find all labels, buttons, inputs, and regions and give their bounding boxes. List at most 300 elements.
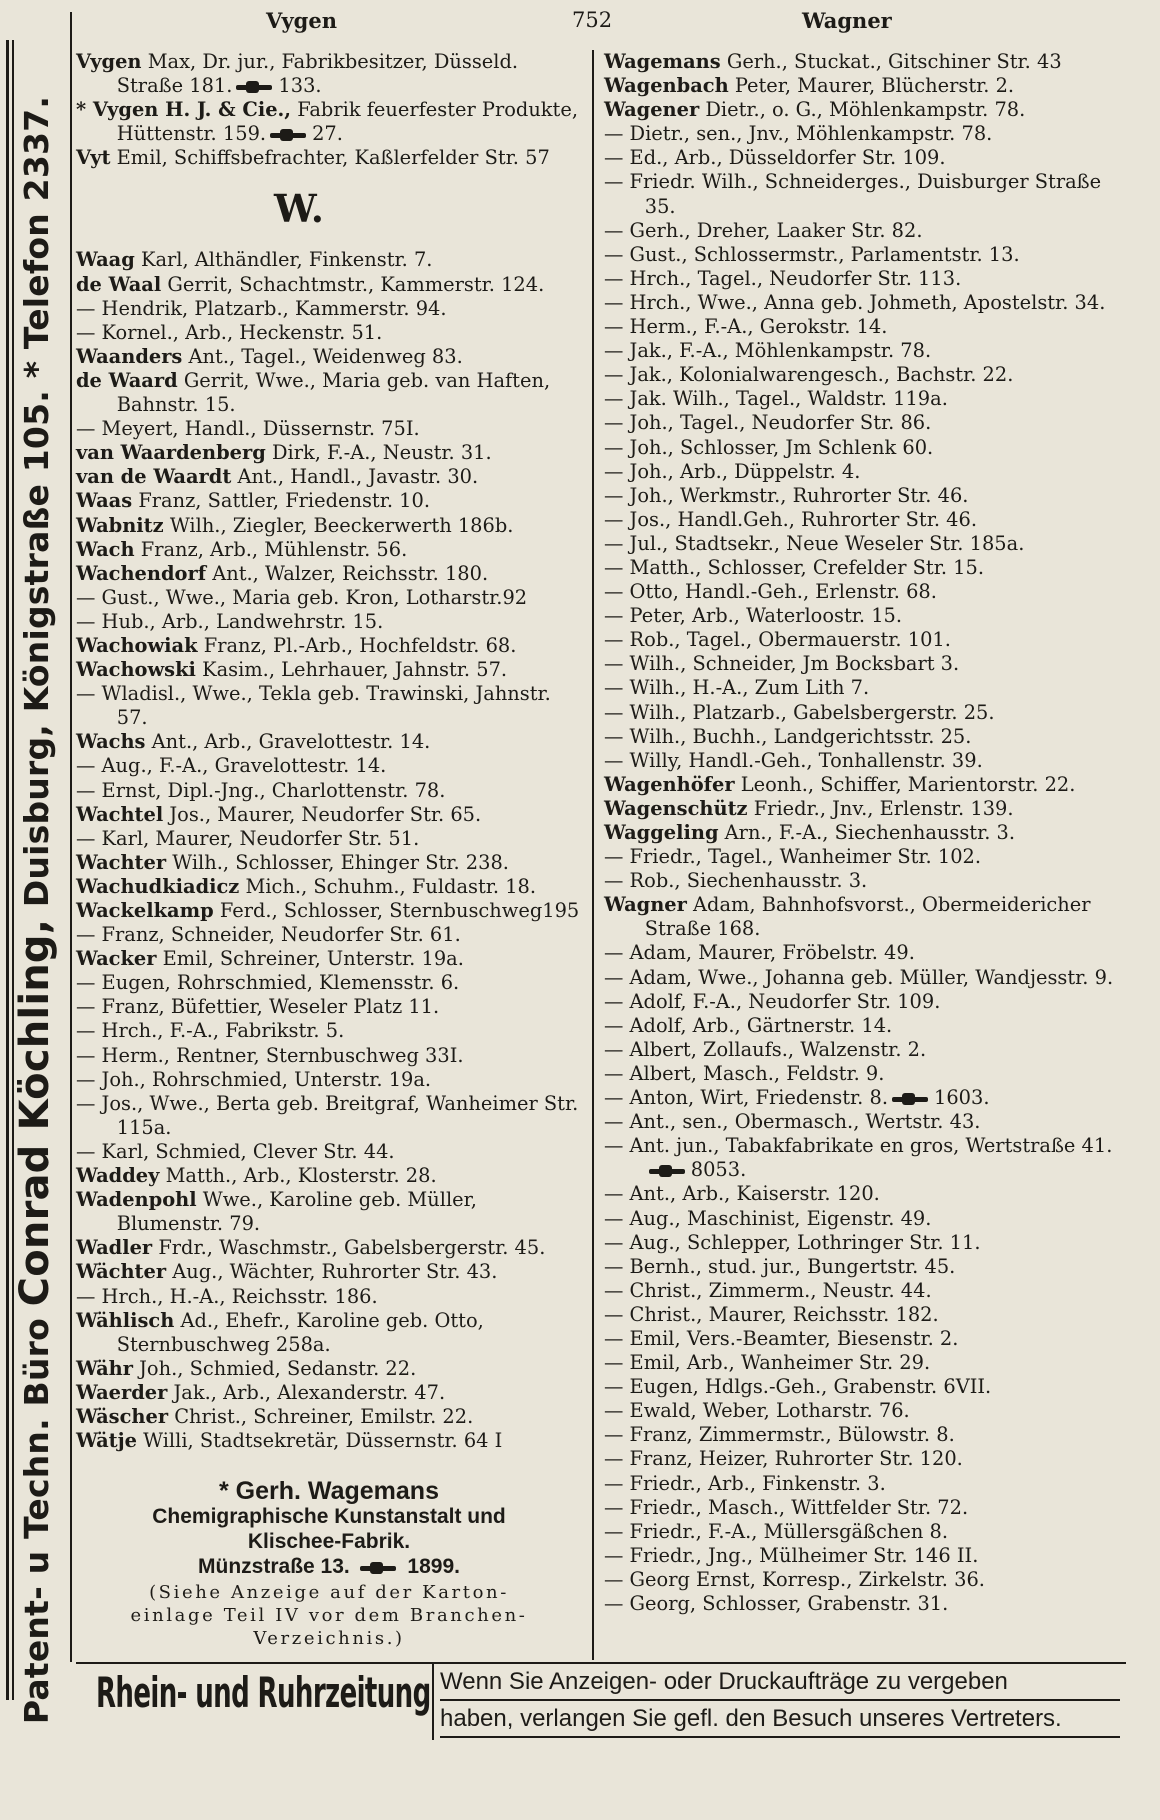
- directory-entry: [604, 1038, 1124, 1062]
- entry-details: — Bernh., stud. jur., Bungertstr. 45.: [604, 1254, 956, 1278]
- directory-entry: [604, 966, 1124, 990]
- entry-details: — Friedr., Jng., Mülheimer Str. 146 II.: [604, 1543, 979, 1567]
- entry-details: — Hrch., Tagel., Neudorfer Str. 113.: [604, 266, 962, 290]
- entry-details: Dirk, F.-A., Neustr. 31.: [271, 441, 492, 465]
- entry-surname: Wachter: [76, 850, 167, 874]
- entry-details: Ant., Walzer, Reichsstr. 180.: [212, 561, 489, 585]
- directory-entry: [604, 1592, 1124, 1616]
- entry-details: Emil, Schreiner, Unterstr. 19a.: [162, 947, 464, 971]
- directory-entry: [76, 1092, 582, 1140]
- directory-entry: [604, 797, 1124, 821]
- directory-entry: [604, 1231, 1124, 1255]
- directory-entry: [76, 923, 582, 947]
- ad-phone: 1899.: [407, 1555, 460, 1579]
- entry-details: — Emil, Arb., Wanheimer Str. 29.: [604, 1351, 931, 1375]
- entry-details: — Karl, Maurer, Neudorfer Str. 51.: [76, 826, 420, 850]
- telephone-icon: [360, 1562, 398, 1574]
- entry-surname: Wagner: [604, 893, 687, 917]
- entry-details: — Albert, Masch., Feldstr. 9.: [604, 1061, 885, 1085]
- directory-entry: [76, 248, 582, 272]
- directory-entry: [76, 321, 582, 345]
- entry-details: Franz, Pl.-Arb., Hochfeldstr. 68.: [203, 633, 517, 657]
- entry-details: — Jos., Wwe., Berta geb. Breitgraf, Wanheimer Str. 115a.: [76, 1091, 579, 1139]
- entry-details: — Jak., F.-A., Möhlenkampstr. 78.: [604, 339, 932, 363]
- directory-entry: [76, 1405, 582, 1429]
- entry-surname: Wätje: [76, 1429, 137, 1453]
- entry-details: — Christ., Maurer, Reichsstr. 182.: [604, 1302, 939, 1326]
- entry-surname: Vygen: [76, 50, 142, 73]
- directory-entry: [604, 170, 1124, 218]
- entry-details: Gerrit, Schachtmstr., Kammerstr. 124.: [167, 272, 545, 296]
- directory-entry: [604, 1520, 1124, 1544]
- directory-entry: [604, 315, 1124, 339]
- entry-details: Peter, Maurer, Blücherstr. 2.: [734, 74, 1015, 98]
- directory-entry: [604, 460, 1124, 484]
- footer-line1: Wenn Sie Anzeigen- oder Druckaufträge zu vergeben: [440, 1668, 1008, 1695]
- directory-entry: [76, 779, 582, 803]
- directory-entry: [604, 1568, 1124, 1592]
- directory-entry: [76, 947, 582, 971]
- entry-details: — Adolf, F.-A., Neudorfer Str. 109.: [604, 989, 941, 1013]
- entry-details: — Hrch., Wwe., Anna geb. Johmeth, Apostelstr. 34.: [604, 290, 1106, 314]
- directory-entry: [604, 556, 1124, 580]
- header-right-keyword: Wagner: [802, 8, 892, 33]
- directory-entry: [604, 580, 1124, 604]
- entry-details: Joh., Schmied, Sedanstr. 22.: [139, 1356, 417, 1380]
- directory-entry: [76, 146, 582, 170]
- entry-phone: 1603.: [934, 1086, 990, 1110]
- entry-details: — Herm., Rentner, Sternbuschweg 33I.: [76, 1043, 464, 1067]
- entry-details: — Aug., F.-A., Gravelottestr. 14.: [76, 754, 387, 778]
- page-header: [76, 8, 1150, 42]
- entry-details: — Ant., Arb., Kaiserstr. 120.: [604, 1182, 880, 1206]
- right-column: [604, 50, 1124, 1616]
- entry-details: — Rob., Tagel., Obermauerstr. 101.: [604, 628, 951, 652]
- directory-entry: [604, 1351, 1124, 1375]
- entry-details: — Peter, Arb., Waterloostr. 15.: [604, 604, 903, 628]
- entry-surname: Wagener: [604, 98, 700, 122]
- ad-company-name: * Gerh. Wagemans: [219, 1477, 439, 1506]
- entry-surname: de Waard: [76, 368, 178, 392]
- directory-entry: [604, 1062, 1124, 1086]
- entry-details: — Hrch., F.-A., Fabrikstr. 5.: [76, 1019, 345, 1043]
- entry-surname: Wählisch: [76, 1308, 175, 1332]
- ad-line1: Chemigraphische Kunstanstalt und: [152, 1505, 506, 1529]
- entry-phone: 27.: [312, 122, 343, 146]
- ad-note-line1: (Siehe Anzeige auf der Karton-: [149, 1582, 509, 1604]
- directory-entry: [604, 508, 1124, 532]
- entry-details: — Dietr., sen., Jnv., Möhlenkampstr. 78.: [604, 122, 993, 146]
- telephone-icon: [270, 129, 308, 141]
- entry-surname: de Waal: [76, 272, 162, 296]
- directory-entry: [76, 50, 582, 98]
- entry-details: Gerh., Stuckat., Gitschiner Str. 43: [726, 50, 1062, 73]
- entry-details: — Albert, Zollaufs., Walzenstr. 2.: [604, 1037, 927, 1061]
- directory-entry: [604, 50, 1124, 74]
- telephone-icon: [892, 1093, 930, 1105]
- entry-details: Wilh., Ziegler, Beeckerwerth 186b.: [169, 513, 514, 537]
- entry-details: — Franz, Büfettier, Weseler Platz 11.: [76, 995, 440, 1019]
- directory-entry: [604, 98, 1124, 122]
- directory-entry: [604, 219, 1124, 243]
- footer-advert-text: [440, 1664, 1120, 1738]
- entry-details: Ant., Arb., Gravelottestr. 14.: [151, 730, 431, 754]
- entry-details: — Willy, Handl.-Geh., Tonhallenstr. 39.: [604, 748, 983, 772]
- section-letter: W.: [274, 186, 324, 232]
- entry-details: — Christ., Zimmerm., Neustr. 44.: [604, 1278, 932, 1302]
- directory-entry: [76, 1357, 582, 1381]
- entry-details: — Adam, Maurer, Fröbelstr. 49.: [604, 941, 915, 965]
- directory-entry: [76, 1188, 582, 1236]
- directory-entry: [604, 1447, 1124, 1471]
- entry-surname: Waas: [76, 489, 133, 513]
- entry-details: Mich., Schuhm., Fuldastr. 18.: [245, 874, 537, 898]
- directory-entry: [604, 821, 1124, 845]
- entry-details: Kasim., Lehrhauer, Jahnstr. 57.: [202, 658, 508, 682]
- entry-surname: Waag: [76, 248, 135, 272]
- directory-entry: [76, 899, 582, 923]
- entry-details: — Franz, Heizer, Ruhrorter Str. 120.: [604, 1447, 963, 1471]
- entry-surname: Waanders: [76, 344, 183, 368]
- directory-entry: [76, 610, 582, 634]
- entry-surname: Wagenbach: [604, 74, 729, 98]
- entry-details: Aug., Wächter, Ruhrorter Str. 43.: [172, 1260, 498, 1284]
- directory-entry: [604, 701, 1124, 725]
- entry-details: Adam, Bahnhofsvorst., Obermeidericher Straße 168.: [644, 893, 1091, 941]
- entry-details: — Kornel., Arb., Heckenstr. 51.: [76, 320, 383, 344]
- entry-surname: Vyt: [76, 146, 111, 170]
- entry-details: — Jos., Handl.Geh., Ruhrorter Str. 46.: [604, 507, 977, 531]
- telephone-icon: [236, 81, 274, 93]
- sidebar-company-name: Conrad Köchling,: [12, 918, 58, 1307]
- directory-entry: [604, 1255, 1124, 1279]
- entry-details: — Ed., Arb., Düsseldorfer Str. 109.: [604, 146, 946, 170]
- directory-entry: [76, 682, 582, 730]
- entry-surname: * Vygen H. J. & Cie.,: [76, 98, 292, 122]
- entry-details: — Ernst, Dipl.-Jng., Charlottenstr. 78.: [76, 778, 446, 802]
- entry-details: — Adam, Wwe., Johanna geb. Müller, Wandjesstr. 9.: [604, 965, 1114, 989]
- directory-entry: [76, 658, 582, 682]
- entry-details: — Hub., Arb., Landwehrstr. 15.: [76, 609, 384, 633]
- directory-entry: [604, 1182, 1124, 1206]
- directory-entry: [604, 411, 1124, 435]
- directory-entry: [76, 1140, 582, 1164]
- entry-details: — Aug., Schlepper, Lothringer Str. 11.: [604, 1230, 981, 1254]
- directory-entry: [76, 1381, 582, 1405]
- directory-entry: [604, 74, 1124, 98]
- directory-entry: [76, 465, 582, 489]
- telephone-icon: [649, 1165, 687, 1177]
- sidebar-phone: Telefon 2337.: [17, 95, 56, 350]
- entry-details: Jos., Maurer, Neudorfer Str. 65.: [169, 802, 482, 826]
- directory-entry: [76, 514, 582, 538]
- entry-surname: Wachowiak: [76, 633, 198, 657]
- entry-details: Ad., Ehefr., Karoline geb. Otto, Sternbuschweg 258a.: [116, 1308, 484, 1356]
- directory-entry: [76, 1429, 582, 1453]
- directory-entry: [76, 1236, 582, 1260]
- entry-details: — Hrch., H.-A., Reichsstr. 186.: [76, 1284, 378, 1308]
- entry-surname: Wabnitz: [76, 513, 164, 537]
- entry-details: Emil, Schiffsbefrachter, Kaßlerfelder Str. 57: [116, 146, 550, 170]
- entry-details: — Gust., Wwe., Maria geb. Kron, Lotharstr.92: [76, 585, 528, 609]
- directory-entry: [604, 893, 1124, 941]
- entry-details: Willi, Stadtsekretär, Düssernstr. 64 I: [143, 1429, 503, 1453]
- entry-details: — Rob., Siechenhausstr. 3.: [604, 869, 868, 893]
- page-number: 752: [572, 8, 613, 32]
- directory-entry: [604, 941, 1124, 965]
- entry-details: Gerrit, Wwe., Maria geb. van Haften, Bahnstr. 15.: [116, 368, 551, 417]
- directory-entry: [604, 1134, 1124, 1182]
- entry-details: Jak., Arb., Alexanderstr. 47.: [173, 1380, 446, 1404]
- left-margin-rule: [70, 12, 72, 1662]
- footer-divider: [432, 1662, 434, 1740]
- entry-details: — Franz, Schneider, Neudorfer Str. 61.: [76, 923, 461, 947]
- sidebar-separator: *: [17, 360, 56, 379]
- directory-entry: [604, 243, 1124, 267]
- entry-details: — Herm., F.-A., Gerokstr. 14.: [604, 315, 888, 339]
- entry-surname: Währ: [76, 1356, 133, 1380]
- column-divider: [592, 50, 594, 1660]
- entry-details: — Jak., Kolonialwarengesch., Bachstr. 22.: [604, 363, 1014, 387]
- directory-entry: [76, 1285, 582, 1309]
- directory-entry: [604, 1544, 1124, 1568]
- entry-details: Dietr., o. G., Möhlenkampstr. 78.: [705, 98, 1026, 122]
- directory-entry: [604, 532, 1124, 556]
- directory-entry: [76, 441, 582, 465]
- entry-details: — Wladisl., Wwe., Tekla geb. Trawinski, Jahnstr. 57.: [76, 682, 551, 730]
- entry-details: — Joh., Schlosser, Jm Schlenk 60.: [604, 435, 934, 459]
- footer-line2: haben, verlangen Sie gefl. den Besuch unseres Vertreters.: [440, 1699, 1120, 1738]
- entry-details: Fabrik feuerfester Produkte, Hüttenstr. 159.: [116, 98, 578, 146]
- ad-address-line: [76, 1554, 582, 1579]
- entry-surname: Wachowski: [76, 658, 196, 682]
- entry-details: — Ewald, Weber, Lotharstr. 76.: [604, 1399, 910, 1423]
- entry-details: — Jak. Wilh., Tagel., Waldstr. 119a.: [604, 387, 948, 411]
- left-column: [76, 50, 582, 1650]
- entry-details: Frdr., Waschmstr., Gabelsbergerstr. 45.: [158, 1236, 546, 1260]
- entry-details: — Eugen, Rohrschmied, Klemensstr. 6.: [76, 971, 460, 995]
- directory-entry: [76, 995, 582, 1019]
- entry-surname: van de Waardt: [76, 465, 232, 489]
- entry-details: — Joh., Tagel., Neudorfer Str. 86.: [604, 411, 932, 435]
- directory-entry: [76, 851, 582, 875]
- directory-entry: [604, 146, 1124, 170]
- directory-entry: [76, 98, 582, 146]
- entry-details: — Otto, Handl.-Geh., Erlenstr. 68.: [604, 580, 937, 604]
- directory-entry: [76, 1164, 582, 1188]
- entry-details: — Georg, Schlosser, Grabenstr. 31.: [604, 1592, 949, 1615]
- directory-entry: [76, 875, 582, 899]
- directory-entry: [76, 1044, 582, 1068]
- directory-entry: [76, 754, 582, 778]
- entry-details: — Adolf, Arb., Gärtnerstr. 14.: [604, 1013, 893, 1037]
- directory-entry: [604, 122, 1124, 146]
- entry-details: Ant., Tagel., Weidenweg 83.: [188, 344, 463, 368]
- entry-surname: Wachtel: [76, 802, 164, 826]
- directory-entry: [604, 1399, 1124, 1423]
- directory-entry: [76, 634, 582, 658]
- ad-address: Münzstraße 13.: [198, 1555, 350, 1579]
- directory-entry: [76, 1068, 582, 1092]
- entry-details: Wilh., Schlosser, Ehinger Str. 238.: [172, 850, 509, 874]
- entry-details: — Friedr., Tagel., Wanheimer Str. 102.: [604, 845, 982, 869]
- entry-details: Friedr., Jnv., Erlenstr. 139.: [753, 796, 1014, 820]
- entry-details: — Friedr., Masch., Wittfelder Str. 72.: [604, 1495, 969, 1519]
- entry-surname: Wackelkamp: [76, 899, 214, 922]
- directory-entry: [604, 1014, 1124, 1038]
- directory-entry: [604, 869, 1124, 893]
- right-entries: [604, 50, 1124, 1616]
- directory-entry: [604, 387, 1124, 411]
- directory-entry: [604, 1423, 1124, 1447]
- entry-details: — Joh., Arb., Düppelstr. 4.: [604, 459, 861, 483]
- entry-details: — Aug., Maschinist, Eigenstr. 49.: [604, 1206, 932, 1230]
- entry-surname: Wäscher: [76, 1404, 169, 1428]
- entry-details: — Wilh., Schneider, Jm Bocksbart 3.: [604, 652, 960, 676]
- entry-details: — Wilh., Buchh., Landgerichtsstr. 25.: [604, 724, 972, 748]
- directory-entry: [604, 436, 1124, 460]
- directory-entry: [604, 1496, 1124, 1520]
- footer-newspaper-title: Rhein- und Ruhrzeitung: [96, 1668, 431, 1717]
- entry-details: Matth., Arb., Klosterstr. 28.: [165, 1164, 437, 1188]
- ad-note-line3: Verzeichnis.): [253, 1628, 405, 1650]
- entry-surname: Wagenhöfer: [604, 772, 735, 796]
- directory-entry: [604, 1086, 1124, 1110]
- ad-note-line2: einlage Teil IV vor dem Branchen-: [130, 1605, 528, 1627]
- directory-entry: [604, 604, 1124, 628]
- entry-details: — Wilh., Platzarb., Gabelsbergerstr. 25.: [604, 700, 995, 724]
- entry-surname: Wadenpohl: [76, 1188, 197, 1212]
- directory-entry: [604, 845, 1124, 869]
- advertisement-block: [76, 1479, 582, 1579]
- entry-surname: Wach: [76, 537, 135, 561]
- directory-entry: [76, 273, 582, 297]
- entry-phone: 133.: [278, 74, 322, 98]
- directory-entry: [604, 990, 1124, 1014]
- entry-surname: Wächter: [76, 1260, 167, 1284]
- entry-details: — Gust., Schlossermstr., Parlamentstr. 13.: [604, 242, 1020, 266]
- directory-entry: [76, 586, 582, 610]
- entry-details: — Karl, Schmied, Clever Str. 44.: [76, 1139, 395, 1163]
- directory-entry: [76, 1309, 582, 1357]
- directory-entry: [76, 730, 582, 754]
- entry-surname: Wachudkiadicz: [76, 874, 240, 898]
- directory-entry: [76, 538, 582, 562]
- entry-details: Arn., F.-A., Siechenhausstr. 3.: [724, 821, 1016, 844]
- directory-entry: [604, 749, 1124, 773]
- directory-entry: [76, 1260, 582, 1284]
- directory-entry: [604, 1327, 1124, 1351]
- entry-details: — Gerh., Dreher, Laaker Str. 82.: [604, 218, 923, 242]
- entry-details: Franz, Arb., Mühlenstr. 56.: [140, 537, 408, 561]
- entry-details: — Hendrik, Platzarb., Kammerstr. 94.: [76, 296, 447, 320]
- left-top-entries: [76, 50, 582, 170]
- entry-details: — Anton, Wirt, Friedenstr. 8.: [604, 1086, 888, 1110]
- sidebar-advertisement: [0, 0, 70, 1820]
- entry-details: — Matth., Schlosser, Crefelder Str. 15.: [604, 555, 985, 579]
- entry-details: — Friedr., F.-A., Müllersgäßchen 8.: [604, 1519, 948, 1543]
- directory-entry: [604, 339, 1124, 363]
- directory-entry: [604, 1303, 1124, 1327]
- entry-details: Ferd., Schlosser, Sternbuschweg195: [219, 899, 580, 922]
- entry-details: Ant., Handl., Javastr. 30.: [237, 465, 479, 489]
- ad-line2: Klischee-Fabrik.: [247, 1530, 411, 1554]
- entry-surname: Wadler: [76, 1236, 153, 1260]
- sidebar-rule-outer: [6, 40, 9, 1700]
- entry-details: — Eugen, Hdlgs.-Geh., Grabenstr. 6VII.: [604, 1375, 992, 1399]
- directory-entry: [604, 725, 1124, 749]
- entry-surname: Wagenschütz: [604, 796, 748, 820]
- entry-surname: Wachendorf: [76, 561, 207, 585]
- entry-details: — Meyert, Handl., Düssernstr. 75I.: [76, 417, 420, 441]
- entry-details: Karl, Althändler, Finkenstr. 7.: [140, 248, 433, 272]
- entry-surname: Waddey: [76, 1164, 160, 1188]
- directory-entry: [76, 345, 582, 369]
- directory-entry: [76, 803, 582, 827]
- entry-surname: Wachs: [76, 730, 146, 754]
- directory-entry: [76, 489, 582, 513]
- entry-surname: Waerder: [76, 1380, 168, 1404]
- directory-entry: [76, 827, 582, 851]
- directory-entry: [76, 971, 582, 995]
- directory-entry: [604, 484, 1124, 508]
- entry-details: Franz, Sattler, Friedenstr. 10.: [138, 489, 431, 513]
- directory-entry: [604, 363, 1124, 387]
- entry-details: Leonh., Schiffer, Marientorstr. 22.: [740, 772, 1076, 796]
- directory-entry: [604, 291, 1124, 315]
- directory-entry: [604, 1472, 1124, 1496]
- directory-entry: [604, 652, 1124, 676]
- entry-details: — Friedr. Wilh., Schneiderges., Duisburger Straße 35.: [604, 170, 1102, 218]
- directory-entry: [76, 1019, 582, 1043]
- directory-entry: [604, 1375, 1124, 1399]
- directory-entry: [604, 1207, 1124, 1231]
- entry-details: — Ant., sen., Obermasch., Wertstr. 43.: [604, 1110, 981, 1134]
- entry-details: — Franz, Zimmermstr., Bülowstr. 8.: [604, 1423, 955, 1447]
- entry-details: — Wilh., H.-A., Zum Lith 7.: [604, 676, 870, 700]
- entry-phone: 8053.: [690, 1158, 747, 1182]
- entry-surname: van Waardenberg: [76, 441, 266, 465]
- sidebar-address: Duisburg, Königstraße 105.: [17, 390, 56, 908]
- entry-surname: Wacker: [76, 947, 157, 971]
- sidebar-text: [12, 30, 58, 1790]
- entry-details: Christ., Schreiner, Emilstr. 22.: [174, 1404, 474, 1428]
- entry-details: — Georg Ernst, Korresp., Zirkelstr. 36.: [604, 1567, 985, 1591]
- entry-details: — Ant. jun., Tabakfabrikate en gros, Wertstraße 41.: [604, 1134, 1113, 1158]
- entry-details: — Friedr., Arb., Finkenstr. 3.: [604, 1471, 886, 1495]
- directory-entry: [604, 1110, 1124, 1134]
- header-left-keyword: Vygen: [266, 8, 337, 33]
- entry-surname: Wagemans: [604, 50, 721, 73]
- entry-details: — Emil, Vers.-Beamter, Biesenstr. 2.: [604, 1326, 959, 1350]
- directory-entry: [604, 773, 1124, 797]
- entry-details: Max, Dr. jur., Fabrikbesitzer, Düsseld. Straße 181.: [116, 50, 519, 98]
- entry-details: — Jul., Stadtsekr., Neue Weseler Str. 185a.: [604, 531, 1025, 555]
- directory-entry: [76, 297, 582, 321]
- entry-details: — Joh., Rohrschmied, Unterstr. 19a.: [76, 1067, 432, 1091]
- entry-details: Wwe., Karoline geb. Müller, Blumenstr. 79.: [116, 1188, 477, 1236]
- directory-entry: [76, 562, 582, 586]
- directory-entry: [604, 628, 1124, 652]
- directory-entry: [76, 417, 582, 441]
- directory-entry: [604, 267, 1124, 291]
- directory-entry: [604, 676, 1124, 700]
- directory-entry: [76, 369, 582, 417]
- ad-note: [76, 1581, 582, 1650]
- directory-entry: [604, 1279, 1124, 1303]
- entry-surname: Waggeling: [604, 821, 719, 844]
- entry-details: — Joh., Werkmstr., Ruhrorter Str. 46.: [604, 483, 969, 507]
